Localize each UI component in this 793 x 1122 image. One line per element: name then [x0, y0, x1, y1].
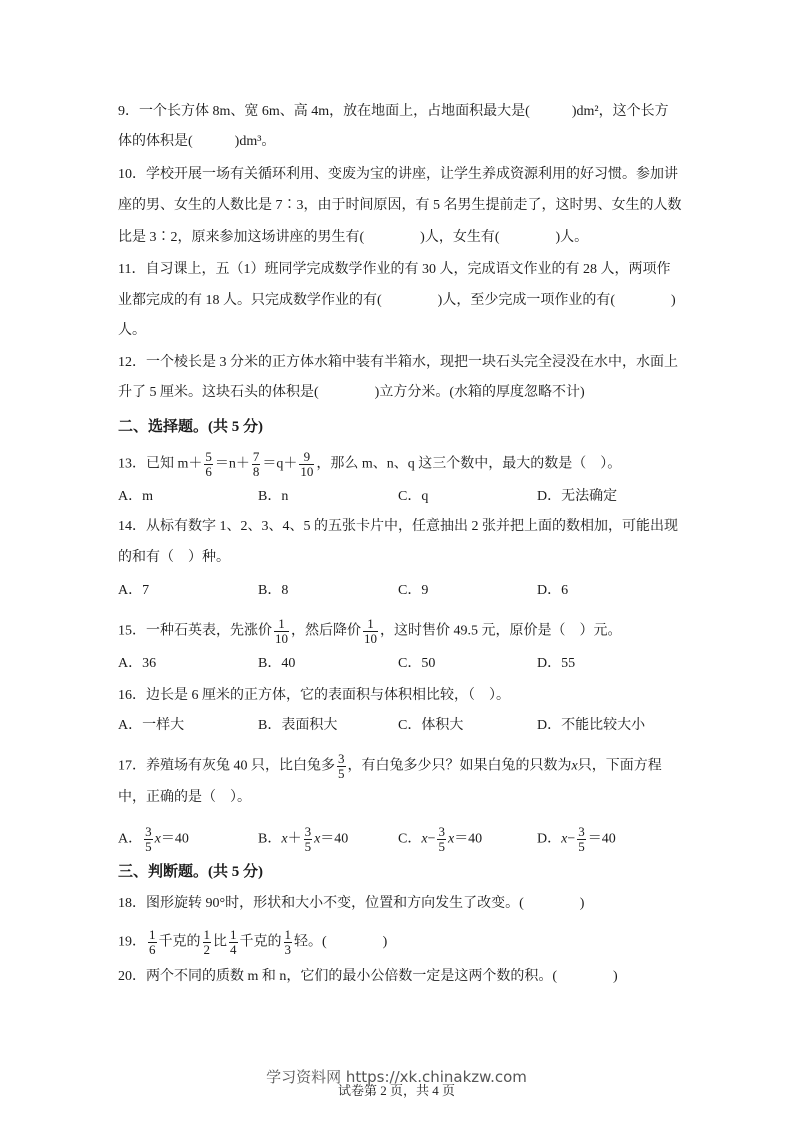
frac-denominator: 6 [205, 464, 212, 479]
frac-numerator: 1 [149, 927, 156, 942]
q11-line2: 业都完成的有 18 人。只完成数学作业的有( )人，至少完成一项作业的有( ) [118, 293, 676, 308]
frac-denominator: 8 [252, 464, 260, 479]
q14-line2: 的和有（ ）种。 [118, 550, 230, 565]
q14-option-d: D．6 [537, 583, 569, 598]
q15-option-d: D．55 [537, 656, 576, 671]
q17-post: ，有白兔多少只？如果白兔的只数为 [347, 758, 572, 774]
q13-stem [118, 450, 621, 479]
q19-fraction-1 [148, 928, 157, 957]
frac-denominator: 5 [145, 839, 152, 854]
frac-numerator: 9 [299, 450, 314, 465]
frac-denominator: 2 [203, 942, 210, 957]
minus-sign: − [427, 831, 436, 847]
q15-pre: 15．一种石英表，先涨价 [118, 623, 272, 639]
frac-denominator: 4 [230, 942, 237, 957]
q17-pre: 17．养殖场有灰兔 40 只，比白兔多 [118, 758, 335, 774]
plus-sign: ＋ [287, 831, 302, 847]
q14-line1: 14．从标有数字 1、2、3、4、5 的五张卡片中，任意抽出 2 张并把上面的数相加，可能出现 [118, 519, 678, 534]
q19-pre: 19． [118, 934, 146, 950]
frac-denominator: 5 [438, 839, 445, 854]
frac-denominator: 10 [275, 631, 288, 646]
option-c-fraction [437, 825, 446, 854]
q19-fraction-4 [284, 928, 293, 957]
q16-option-d: D．不能比较大小 [537, 718, 646, 733]
q13-pre: 13．已知 m＋ [118, 456, 203, 472]
option-label: B． [258, 831, 282, 847]
q19-fraction-3 [229, 928, 238, 957]
frac-numerator: 3 [578, 824, 585, 839]
variable-x: x [154, 831, 161, 847]
q19-text-2: 比 [213, 934, 227, 950]
option-label: D． [537, 831, 562, 847]
q17-stem [118, 752, 662, 781]
variable-x: x [281, 831, 288, 847]
frac-numerator: 1 [284, 927, 291, 942]
q13-option-b: B．n [258, 489, 289, 504]
frac-numerator: 1 [203, 927, 210, 942]
frac-denominator: 6 [149, 942, 156, 957]
watermark: 学习资料网 https://xk.chinakzw.com [266, 1068, 527, 1086]
q19-fraction-2 [203, 928, 212, 957]
q13-mid2: ＝q＋ [262, 456, 298, 472]
frac-numerator: 3 [304, 824, 312, 839]
q17-post2: 只，下面方程 [577, 758, 662, 774]
frac-denominator: 10 [300, 464, 314, 479]
q15-fraction-2 [363, 617, 378, 646]
option-b-fraction [304, 825, 313, 854]
option-label: C． [398, 831, 422, 847]
q17-option-d [537, 825, 616, 854]
frac-numerator: 3 [438, 824, 445, 839]
q12-line2: 升了 5 厘米。这块石头的体积是( )立方分米。(水箱的厚度忽略不计) [118, 385, 585, 400]
frac-numerator: 5 [205, 449, 212, 464]
equals-40: ＝40 [160, 831, 189, 847]
variable-x: x [421, 831, 428, 847]
q16-option-a: A．一样大 [118, 718, 185, 733]
variable-x: x [561, 831, 568, 847]
equals-40: ＝40 [320, 831, 349, 847]
q13-option-a: A．m [118, 489, 153, 504]
option-d-fraction [577, 825, 586, 854]
q15-post: ，这时售价 49.5 元，原价是（ ）元。 [380, 623, 622, 639]
q13-option-d: D．无法确定 [537, 489, 618, 504]
section-heading-choice: 二、选择题。(共 5 分) [118, 419, 263, 435]
q14-option-a: A．7 [118, 583, 150, 598]
q17-line2: 中，正确的是（ ）。 [118, 790, 251, 805]
equals-40: ＝40 [454, 831, 483, 847]
q14-option-b: B．8 [258, 583, 289, 598]
q19-stem [118, 928, 387, 957]
frac-numerator: 7 [252, 449, 260, 464]
q13-fraction-2 [252, 450, 261, 479]
frac-denominator: 10 [364, 631, 377, 646]
q15-option-c: C．50 [398, 656, 436, 671]
q11-line1: 11．自习课上，五（1）班同学完成数学作业的有 30 人，完成语文作业的有 28 人，两项作 [118, 262, 671, 277]
q15-mid: ，然后降价 [291, 623, 361, 639]
q12-line1: 12．一个棱长是 3 分米的正方体水箱中装有半箱水，现把一块石头完全浸没在水中，水面上 [118, 355, 678, 370]
q16-line1: 16．边长是 6 厘米的正方体，它的表面积与体积相比较，（ ）。 [118, 688, 510, 703]
frac-numerator: 3 [338, 751, 345, 766]
q10-line1: 10．学校开展一场有关循环利用、变废为宝的讲座，让学生养成资源利用的好习惯。参加讲 [118, 167, 678, 182]
q13-fraction-3 [299, 450, 314, 479]
option-a-fraction [144, 825, 153, 854]
q15-option-b: B．40 [258, 656, 296, 671]
q19-text-1: 千克的 [158, 934, 201, 950]
page-footer: 试卷第 2 页，共 4 页 [337, 1083, 455, 1098]
frac-denominator: 5 [304, 839, 312, 854]
variable-x: x [447, 831, 455, 847]
q18-line: 18．图形旋转 90°时，形状和大小不变，位置和方向发生了改变。( ) [118, 896, 585, 911]
q13-fraction-1 [204, 450, 213, 479]
q17-option-b [258, 825, 348, 854]
frac-numerator: 1 [230, 927, 237, 942]
section-heading-judge: 三、判断题。(共 5 分) [118, 864, 263, 880]
minus-sign: − [567, 831, 576, 847]
q17-fraction [337, 752, 346, 781]
q10-line3: 比是 3∶2，原来参加这场讲座的男生有( )人，女生有( )人。 [118, 230, 589, 245]
q9-line1: 9．一个长方体 8m、宽 6m、高 4m，放在地面上，占地面积最大是( )dm²，这个长方 [118, 104, 669, 119]
equals-40: ＝40 [587, 831, 616, 847]
frac-numerator: 1 [274, 617, 289, 632]
q13-mid1: ＝n＋ [214, 456, 250, 472]
q11-line3: 人。 [118, 323, 146, 338]
q19-post: 轻。( ) [294, 934, 388, 950]
q15-option-a: A．36 [118, 656, 157, 671]
frac-numerator: 1 [363, 617, 378, 632]
q19-text-3: 千克的 [239, 934, 282, 950]
q20-line: 20．两个不同的质数 m 和 n，它们的最小公倍数一定是这两个数的积。( ) [118, 969, 618, 984]
variable-x: x [314, 831, 321, 847]
q13-post: ，那么 m、n、q 这三个数中，最大的数是（ ）。 [316, 456, 622, 472]
frac-numerator: 3 [145, 824, 152, 839]
q13-option-c: C．q [398, 489, 429, 504]
q17-option-c [398, 825, 482, 854]
q17-variable: x [571, 758, 578, 774]
q16-option-c: C．体积大 [398, 718, 464, 733]
q17-option-a [118, 825, 189, 854]
frac-denominator: 3 [284, 942, 291, 957]
frac-denominator: 5 [578, 839, 585, 854]
q16-option-b: B．表面积大 [258, 718, 338, 733]
q15-fraction-1 [274, 617, 289, 646]
q15-stem [118, 617, 622, 646]
frac-denominator: 5 [338, 766, 345, 781]
q14-option-c: C．9 [398, 583, 429, 598]
q9-line2: 体的体积是( )dm³。 [118, 134, 276, 149]
q10-line2: 座的男、女生的人数比是 7∶3，由于时间原因，有 5 名男生提前走了，这时男、女生的人数 [118, 198, 682, 213]
option-label: A． [118, 831, 143, 847]
